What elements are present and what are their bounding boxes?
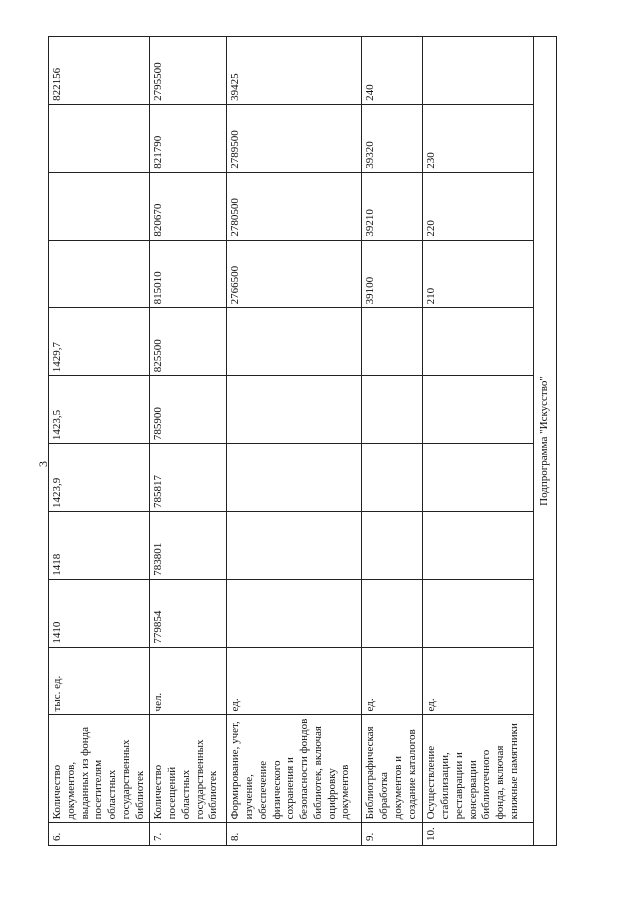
subprogram-title: Подпрограмма "Искусство" (534, 37, 557, 846)
value-cell: 820670 (150, 172, 227, 240)
table-row (49, 37, 150, 846)
value-cell (423, 444, 534, 512)
value-cell (49, 172, 150, 240)
rotated-table-frame (48, 36, 588, 846)
indicator-name: Количество посещений областных государственных библиотек (150, 715, 227, 823)
value-cell (362, 444, 423, 512)
unit-cell: ед. (362, 647, 423, 715)
unit-cell: ед. (423, 647, 534, 715)
indicator-name: Библиографическая обработка документов и создание каталогов (362, 715, 423, 823)
value-cell: 2789500 (227, 104, 362, 172)
value-cell: 39210 (362, 172, 423, 240)
value-cell: 2766500 (227, 240, 362, 308)
table-container (48, 36, 588, 846)
subprogram-row (534, 37, 557, 846)
indicator-name: Формирование, учет, изучение, обеспечение физического сохранения и безопасности фондов библиотек, включая оцифровку документов (227, 715, 362, 823)
value-cell: 220 (423, 172, 534, 240)
value-cell: 825500 (150, 308, 227, 376)
unit-cell: чел. (150, 647, 227, 715)
page-number: 3 (36, 461, 50, 467)
row-number: 9. (362, 823, 423, 846)
table-row (423, 37, 534, 846)
value-cell: 785900 (150, 376, 227, 444)
value-cell: 210 (423, 240, 534, 308)
value-cell: 815010 (150, 240, 227, 308)
value-cell: 2780500 (227, 172, 362, 240)
value-cell: 230 (423, 104, 534, 172)
value-cell: 783801 (150, 511, 227, 579)
table-row (362, 37, 423, 846)
value-cell (49, 104, 150, 172)
value-cell: 1429,7 (49, 308, 150, 376)
value-cell (362, 308, 423, 376)
row-number: 6. (49, 823, 150, 846)
value-cell (423, 37, 534, 105)
value-cell (227, 444, 362, 512)
row-number: 7. (150, 823, 227, 846)
value-cell: 785817 (150, 444, 227, 512)
value-cell: 39320 (362, 104, 423, 172)
value-cell (362, 579, 423, 647)
value-cell: 1423,5 (49, 376, 150, 444)
value-cell: 240 (362, 37, 423, 105)
value-cell (423, 376, 534, 444)
value-cell (227, 308, 362, 376)
row-number: 8. (227, 823, 362, 846)
value-cell (362, 376, 423, 444)
value-cell: 822156 (49, 37, 150, 105)
table-row (150, 37, 227, 846)
value-cell (227, 511, 362, 579)
indicator-name: Количество документов, выданных из фонда посетителям областных государственных библиотек (49, 715, 150, 823)
value-cell: 39100 (362, 240, 423, 308)
value-cell: 1410 (49, 579, 150, 647)
table-row (227, 37, 362, 846)
value-cell (423, 308, 534, 376)
row-number: 10. (423, 823, 534, 846)
value-cell (49, 240, 150, 308)
value-cell (362, 511, 423, 579)
indicator-name: Осуществление стабилизации, реставрации и консервации библиотечного фонда, включая книжные памятники (423, 715, 534, 823)
value-cell (423, 579, 534, 647)
value-cell: 2795500 (150, 37, 227, 105)
value-cell: 1418 (49, 511, 150, 579)
value-cell (227, 376, 362, 444)
value-cell (423, 511, 534, 579)
indicators-table (48, 36, 557, 846)
unit-cell: тыс. ед. (49, 647, 150, 715)
value-cell (227, 579, 362, 647)
value-cell: 1423,9 (49, 444, 150, 512)
value-cell: 39425 (227, 37, 362, 105)
value-cell: 821790 (150, 104, 227, 172)
value-cell: 779854 (150, 579, 227, 647)
unit-cell: ед. (227, 647, 362, 715)
